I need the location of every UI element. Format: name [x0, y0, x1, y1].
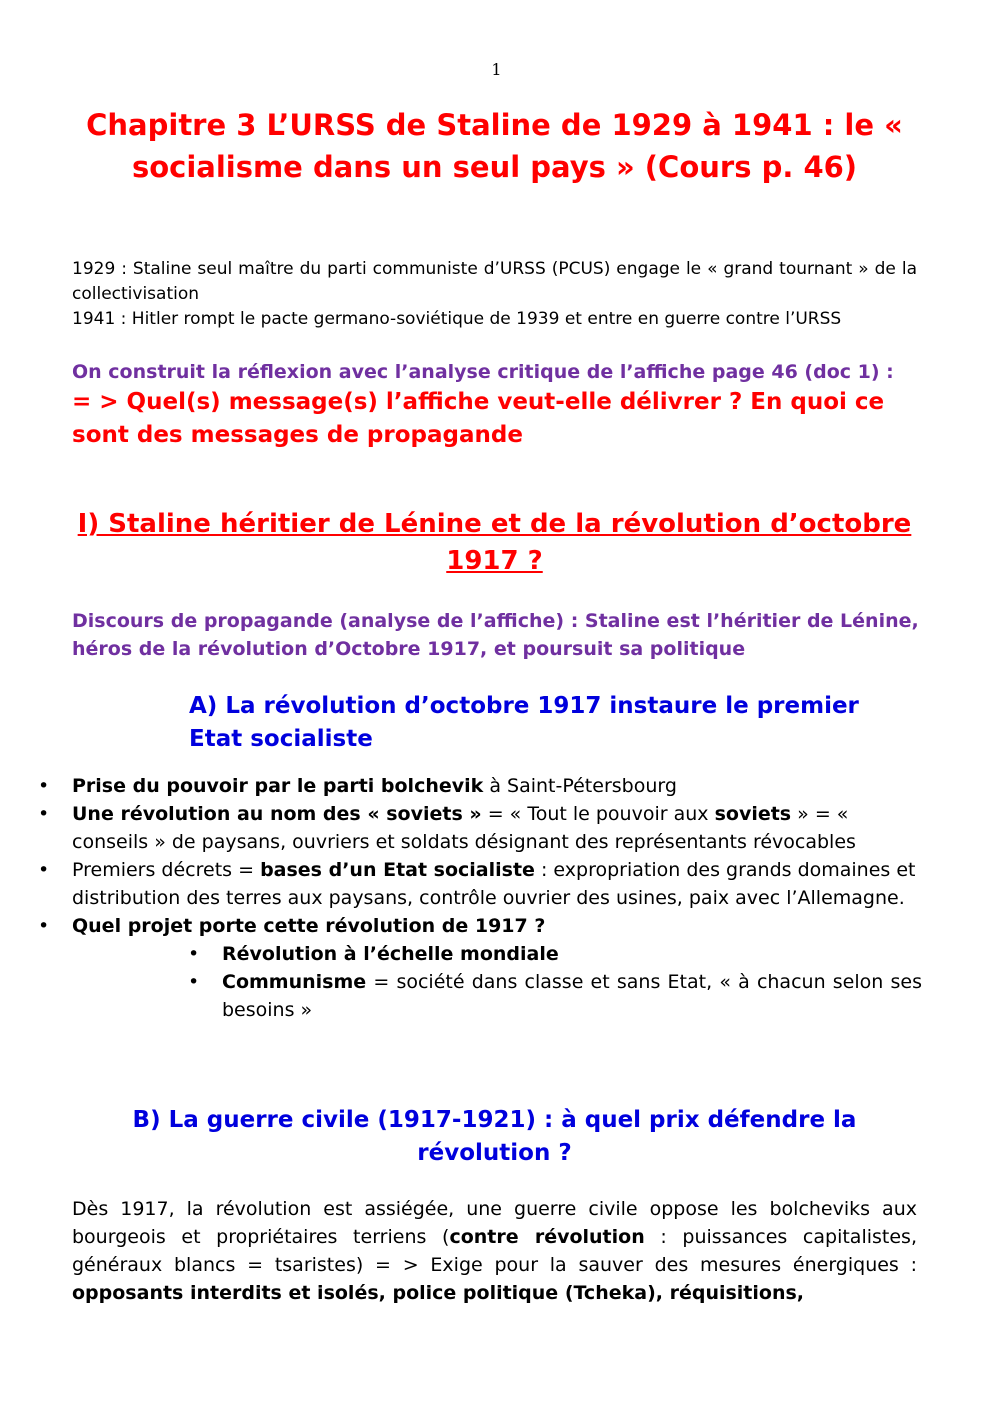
bullet-bold: Une révolution au nom des « soviets » [72, 803, 482, 825]
section-b-paragraph [72, 1195, 917, 1307]
propaganda-discourse: Discours de propagande (analyse de l’affiche) : Staline est l’héritier de Lénine, héros de la révolution d’Octobre 1917, et poursuit sa politique [72, 610, 919, 660]
bullet-bold: soviets [714, 803, 792, 825]
sub-bullet-item [222, 968, 922, 1024]
bullet-item [72, 912, 922, 1024]
bullet-bold: Quel projet porte cette révolution de 1917 ? [72, 915, 546, 937]
para-bold: opposants interdits et isolés, police politique (Tcheka), réquisitions, [72, 1282, 805, 1304]
bullet-text: = société dans classe et sans Etat, « à chacun selon ses besoins » [222, 971, 922, 1021]
bullet-bold: Prise du pouvoir par le parti bolchevik [72, 775, 484, 797]
bullet-text: : expropriation des grands domaines et distribution des terres aux paysans, contrôle ouvrier des usines, paix avec l’Allemagne. [72, 859, 916, 909]
section-1-title-text: I) Staline héritier de Lénine et de la révolution d’octobre 1917 ? [77, 509, 912, 576]
sub-bullet-item [222, 940, 922, 968]
bullet-text: = « Tout le pouvoir aux [481, 803, 715, 825]
bullet-item [72, 800, 922, 856]
sub-bullet-list [72, 940, 922, 1024]
section-b-title: B) La guerre civile (1917-1921) : à quel prix défendre la révolution ? [132, 1107, 857, 1166]
para-text: : puissances capitalistes, généraux blancs = tsaristes) = > Exige pour la sauver des mesures énergiques : [72, 1226, 917, 1276]
section-1-title [72, 506, 917, 580]
bullet-bold: bases d’un Etat socialiste [260, 859, 535, 881]
section-a-title: A) La révolution d’octobre 1917 instaure le premier Etat socialiste [189, 693, 859, 752]
bullet-bold: Révolution à l’échelle mondiale [222, 943, 559, 965]
page-number: 1 [491, 60, 502, 79]
bullet-text: » = « conseils » de paysans, ouvriers et soldats désignant des représentants révocables [72, 803, 856, 853]
bullet-text: à Saint-Pétersbourg [483, 775, 677, 797]
reflection-block [72, 358, 922, 452]
section-a-bullet-list [72, 772, 922, 1024]
chapter-title: Chapitre 3 L’URSS de Staline de 1929 à 1941 : le « socialisme dans un seul pays » (Cours p. 46) [86, 108, 903, 184]
bullet-text: Premiers décrets = [72, 859, 261, 881]
reflection-question: = > Quel(s) message(s) l’affiche veut-elle délivrer ? En quoi ce sont des messages de propagande [72, 389, 885, 448]
bullet-bold: Communisme [222, 971, 367, 993]
para-text: Dès 1917, la révolution est assiégée, une guerre civile oppose les bolcheviks aux bourgeois et propriétaires terriens ( [72, 1198, 917, 1248]
chronology-intro [72, 257, 917, 332]
bullet-item [72, 772, 922, 800]
reflection-intro: On construit la réflexion avec l’analyse critique de l’affiche page 46 (doc 1) : [72, 361, 894, 383]
intro-line-1929: 1929 : Staline seul maître du parti communiste d’URSS (PCUS) engage le « grand tournant » de la collectivisation [72, 259, 917, 304]
intro-line-1941: 1941 : Hitler rompt le pacte germano-soviétique de 1939 et entre en guerre contre l’URSS [72, 309, 842, 329]
bullet-item [72, 856, 922, 912]
para-bold: contre révolution [449, 1226, 645, 1248]
